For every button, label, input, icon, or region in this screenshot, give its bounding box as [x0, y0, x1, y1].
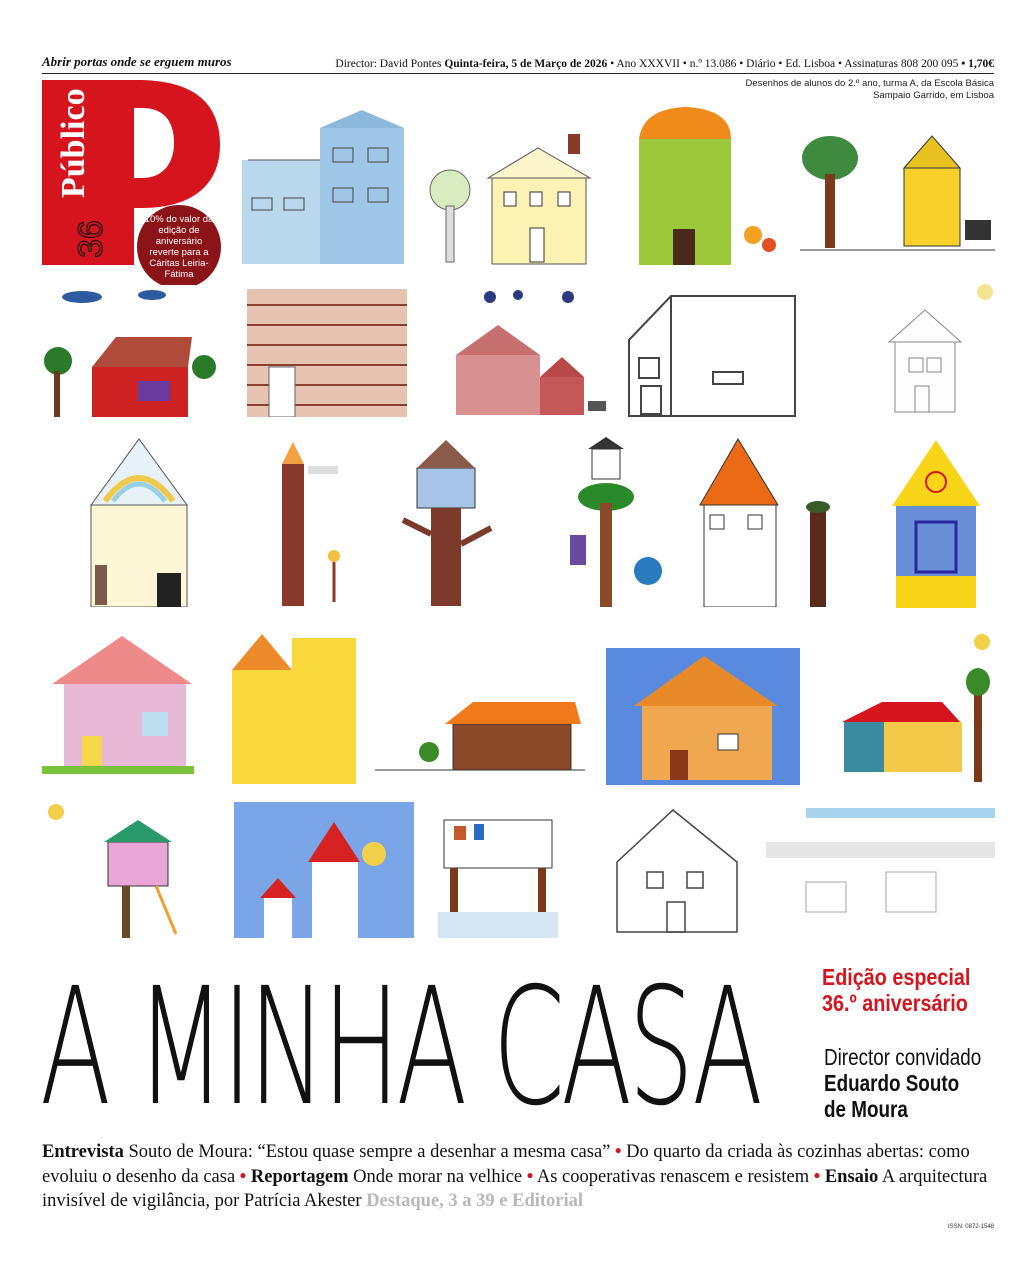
drawing-red-roof-house [812, 632, 995, 785]
guest-director-label: Director convidado [824, 1044, 982, 1070]
drawing-treehouse [395, 434, 515, 606]
drawing-blue-sky-house [606, 648, 800, 785]
summary-teasers [42, 1140, 997, 1214]
drawing-brown-wood-house [375, 688, 585, 785]
special-edition-line1: Edição especial [822, 964, 971, 990]
drawing-pink-houses [428, 285, 608, 418]
teaser-label-interview: Entrevista [42, 1142, 124, 1162]
issue-date: Quinta-feira, 5 de Março de 2026 [444, 58, 608, 70]
drawing-yellow-blue-house [880, 436, 992, 608]
page-reference: Destaque, 3 a 39 e Editorial [366, 1191, 584, 1211]
drawing-house-with-trees [42, 285, 220, 418]
teaser-text: Souto de Moura: “Estou quase sempre a desenhar a mesma casa” [123, 1142, 615, 1162]
drawing-brown-striped-house [243, 285, 412, 417]
director-label: Director: David Pontes [335, 58, 442, 70]
teaser-text: A arquitectura invisível de vigilância, por Patrícia Akester [42, 1166, 988, 1211]
drawing-rainbow-house [85, 435, 193, 607]
special-edition [822, 964, 970, 1016]
guest-director [824, 1044, 981, 1122]
special-edition-line2: 36.º aniversário [822, 990, 968, 1016]
anniversary-badge: 10% do valor da edição de aniversário reverte para a Cáritas Leiria-Fátima [137, 205, 221, 289]
teaser-text: Onde morar na velhice [348, 1166, 527, 1187]
drawing-white-house [825, 282, 995, 418]
logo-name: Público [55, 88, 92, 198]
drawing-tree-and-yellow-house [800, 128, 995, 264]
drawing-pink-house [42, 628, 194, 785]
bullet: • [813, 1166, 821, 1187]
drawing-tree-and-house [428, 128, 596, 266]
issue-meta [335, 58, 994, 70]
drawing-yellow-house [232, 628, 359, 785]
teaser-text: As cooperativas renascem e resistem [533, 1166, 814, 1187]
bullet: • [615, 1142, 622, 1162]
bullet: • [239, 1166, 247, 1187]
drawing-pink-treehouse [42, 802, 220, 938]
drawing-tall-tower [238, 436, 378, 606]
guest-director-name-1: Eduardo Souto [824, 1070, 960, 1096]
drawings-credit: Desenhos de alunos do 2.º ano, turma A, da Escola Básica Sampaio Garrido, em Lisboa [745, 78, 994, 101]
teaser-label-essay: Ensaio [820, 1166, 879, 1187]
guest-director-name-2: de Moura [824, 1096, 908, 1122]
drawing-stilt-house [438, 802, 558, 938]
drawing-grey-outline-house [623, 288, 797, 418]
drawing-tower-tree [548, 435, 678, 607]
issue-info: • Ano XXXVII • n.º 13.086 • Diário • Ed. Lisboa • Assinaturas 808 200 095 [610, 58, 959, 70]
bullet: • [526, 1166, 534, 1187]
teaser-text: Do quarto da criada às cozinhas abertas: como evoluiu o desenho da casa [42, 1142, 970, 1187]
teaser-label-report: Reportagem [246, 1166, 349, 1187]
issn-code: ISSN: 0872-1548 [947, 1224, 994, 1230]
drawing-sketch-house [587, 802, 757, 938]
logo-number: 36 [72, 220, 110, 258]
tagline: Abrir portas onde se erguem muros [42, 54, 232, 69]
drawing-sea-sketch [766, 802, 995, 938]
drawing-blue-building [238, 108, 410, 266]
price: • 1,70€ [961, 58, 994, 70]
masthead-bar [42, 50, 994, 74]
drawing-orange-roof-house [692, 435, 842, 607]
drawing-green-house-orange-roof [613, 105, 785, 265]
drawing-blue-village [234, 802, 414, 938]
headline: A MINHA CASA [40, 954, 760, 1142]
